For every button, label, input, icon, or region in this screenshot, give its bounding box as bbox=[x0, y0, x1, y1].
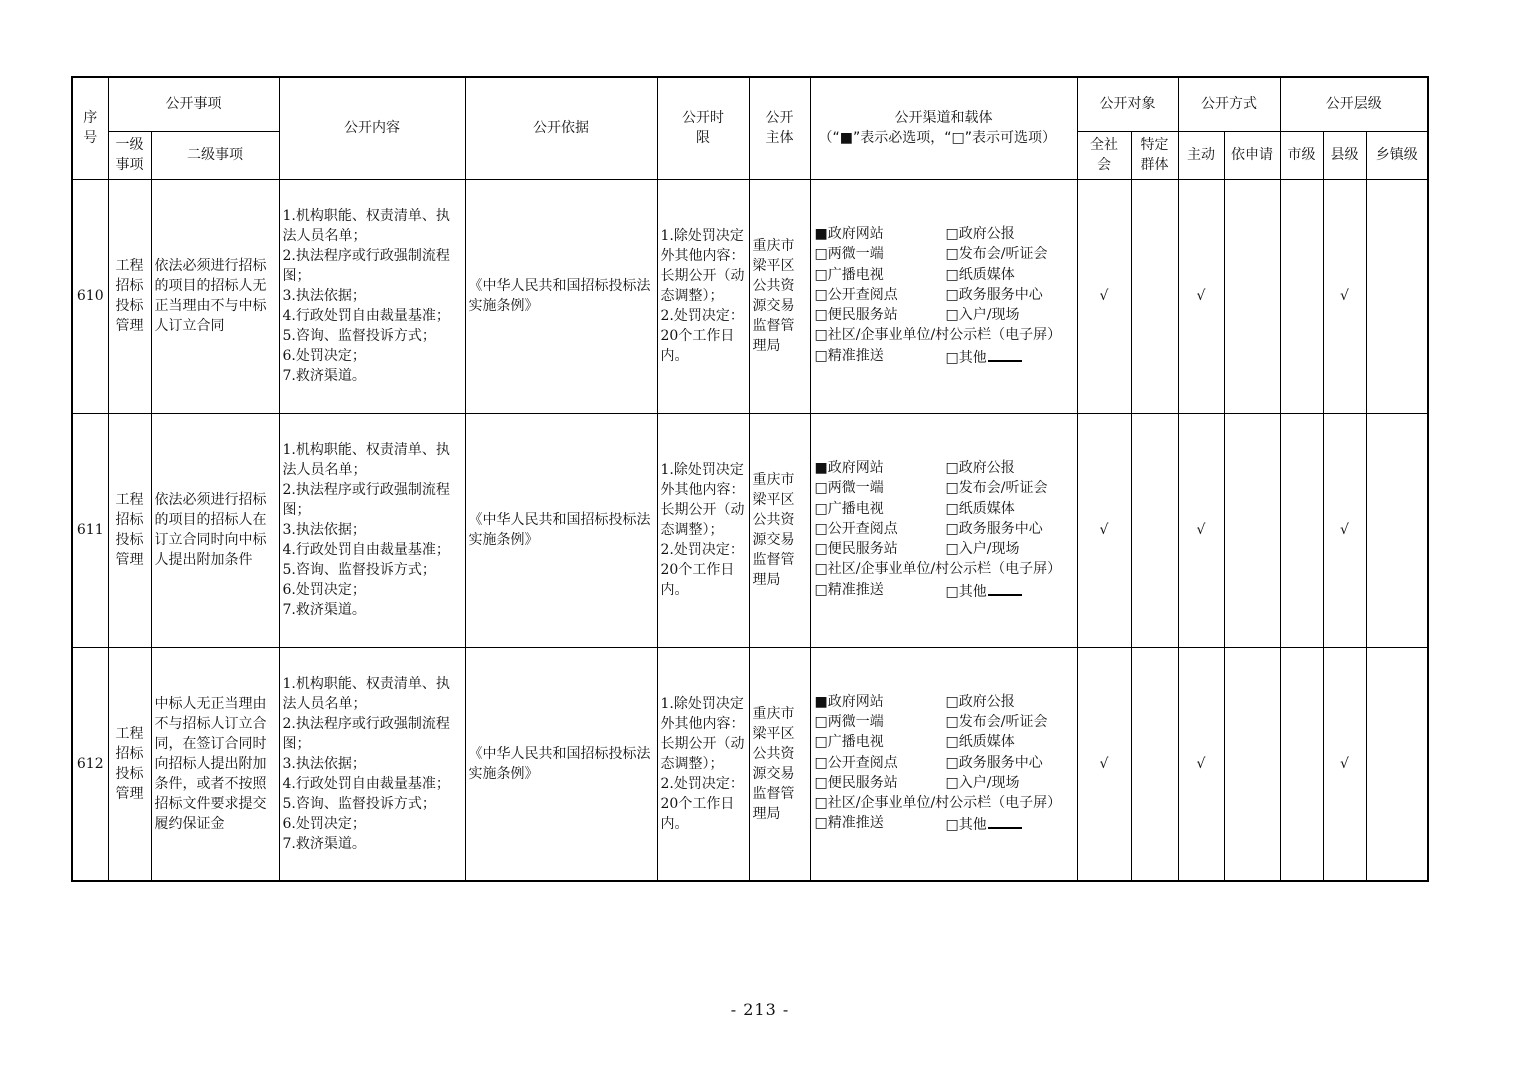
row-target-all: √ bbox=[1077, 413, 1131, 647]
header-method: 公开方式 bbox=[1178, 77, 1280, 131]
list-item: 4.行政处罚自由裁量基准； bbox=[282, 542, 450, 558]
row-target-specific bbox=[1131, 647, 1178, 881]
row-level2-item: 依法必须进行招标的项目的招标人无正当理由不与中标人订立合同 bbox=[151, 179, 279, 413]
list-item: 2.执法程序或行政强制流程图； bbox=[282, 482, 450, 518]
channel-service-station: □便民服务站 bbox=[814, 774, 898, 791]
row-content bbox=[279, 179, 465, 413]
list-item: 1.机构职能、权责清单、执法人员名单； bbox=[282, 208, 450, 244]
channel-tv: □广播电视 bbox=[814, 266, 884, 283]
channel-service-center: □政务服务中心 bbox=[945, 286, 1043, 303]
channel-push: □精准推送 bbox=[814, 581, 884, 598]
channel-community: □社区/企事业单位/村公示栏（电子屏） bbox=[814, 795, 1062, 812]
list-item: 2.执法程序或行政强制流程图； bbox=[282, 248, 450, 284]
list-item: 7.救济渠道。 bbox=[282, 368, 366, 384]
header-level-town: 乡镇级 bbox=[1366, 131, 1428, 179]
row-time-limit bbox=[657, 647, 749, 881]
channel-service-center: □政务服务中心 bbox=[945, 754, 1043, 771]
channel-other: □其他 bbox=[946, 346, 1075, 368]
list-item: 6.处罚决定； bbox=[282, 348, 366, 364]
header-method-active: 主动 bbox=[1178, 131, 1224, 179]
list-item: 4.行政处罚自由裁量基准； bbox=[282, 308, 450, 324]
row-time-limit bbox=[657, 413, 749, 647]
row-target-all: √ bbox=[1077, 179, 1131, 413]
row-level-town bbox=[1366, 179, 1428, 413]
channel-gov-bulletin: □政府公报 bbox=[945, 459, 1015, 476]
row-basis: 《中华人民共和国招标投标法实施条例》 bbox=[465, 179, 657, 413]
row-channels bbox=[810, 413, 1077, 647]
header-target-all: 全社会 bbox=[1077, 131, 1131, 179]
list-item: 6.处罚决定； bbox=[282, 815, 366, 832]
row-level2-item: 中标人无正当理由不与招标人订立合同，在签订合同时向招标人提出附加条件，或者不按照招标文件要求提交履约保证金 bbox=[151, 647, 279, 881]
header-target-specific: 特定群体 bbox=[1131, 131, 1178, 179]
channel-press: □发布会/听证会 bbox=[945, 480, 1048, 497]
channel-weibo-wechat: □两微一端 bbox=[814, 480, 884, 497]
row-channels bbox=[810, 647, 1077, 881]
channel-reading-point: □公开查阅点 bbox=[814, 520, 898, 537]
row-level1-item: 工程招标投标管理 bbox=[108, 413, 151, 647]
channel-visit: □入户/现场 bbox=[945, 774, 1020, 791]
list-item: 5.咨询、监督投诉方式； bbox=[282, 795, 436, 812]
channel-service-station: □便民服务站 bbox=[814, 307, 898, 324]
row-level1-item: 工程招标投标管理 bbox=[108, 179, 151, 413]
channel-gov-bulletin: □政府公报 bbox=[945, 693, 1015, 710]
row-level-county: √ bbox=[1323, 647, 1366, 881]
row-level-city bbox=[1280, 413, 1323, 647]
row-content bbox=[279, 647, 465, 881]
header-method-apply: 依申请 bbox=[1224, 131, 1280, 179]
channel-visit: □入户/现场 bbox=[945, 307, 1020, 324]
table-row bbox=[72, 179, 1428, 413]
list-item: 1.机构职能、权责清单、执法人员名单； bbox=[282, 442, 450, 478]
list-item: 7.救济渠道。 bbox=[282, 835, 366, 852]
header-content: 公开内容 bbox=[279, 77, 465, 179]
header-channels-title: 公开渠道和载体 bbox=[894, 110, 993, 127]
list-item: 5.咨询、监督投诉方式； bbox=[282, 328, 436, 344]
list-item: 3.执法依据； bbox=[282, 755, 366, 772]
row-method-apply bbox=[1224, 179, 1280, 413]
list-item: 7.救济渠道。 bbox=[282, 602, 366, 618]
header-level-city: 市级 bbox=[1280, 131, 1323, 179]
channel-push: □精准推送 bbox=[814, 347, 884, 364]
header-row-1 bbox=[72, 77, 1428, 131]
header-channels-note: （“■”表示必选项，“□”表示可选项） bbox=[818, 130, 1056, 147]
fill-in-blank bbox=[988, 580, 1022, 596]
row-method-active: √ bbox=[1178, 647, 1224, 881]
table-row bbox=[72, 413, 1428, 647]
row-level-city bbox=[1280, 179, 1323, 413]
channel-other: □其他 bbox=[946, 580, 1075, 602]
row-seq: 610 bbox=[72, 179, 108, 413]
list-item: 1.除处罚决定外其他内容：长期公开（动态调整）； bbox=[660, 695, 745, 772]
channel-gov-bulletin: □政府公报 bbox=[945, 225, 1015, 242]
row-level-town bbox=[1366, 413, 1428, 647]
list-item: 3.执法依据； bbox=[282, 288, 366, 304]
header-items: 公开事项 bbox=[108, 77, 279, 131]
channel-paper: □纸质媒体 bbox=[945, 266, 1015, 283]
row-level-city bbox=[1280, 647, 1323, 881]
list-item: 2.处罚决定：20个工作日内。 bbox=[660, 308, 744, 364]
list-item: 1.除处罚决定外其他内容：长期公开（动态调整）； bbox=[660, 462, 745, 538]
header-level-county: 县级 bbox=[1323, 131, 1366, 179]
disclosure-table bbox=[71, 76, 1429, 882]
fill-in-blank bbox=[988, 346, 1022, 362]
page-number: - 213 - bbox=[730, 1000, 790, 1019]
channel-weibo-wechat: □两微一端 bbox=[814, 714, 884, 730]
channel-reading-point: □公开查阅点 bbox=[814, 286, 898, 303]
list-item: 6.处罚决定； bbox=[282, 582, 366, 598]
channel-community: □社区/企事业单位/村公示栏（电子屏） bbox=[814, 327, 1062, 344]
row-subject: 重庆市梁平区公共资源交易监督管理局 bbox=[749, 179, 810, 413]
list-item: 3.执法依据； bbox=[282, 522, 366, 538]
row-level-county: √ bbox=[1323, 179, 1366, 413]
list-item: 2.执法程序或行政强制流程图； bbox=[282, 715, 450, 752]
row-method-active: √ bbox=[1178, 413, 1224, 647]
channel-community: □社区/企事业单位/村公示栏（电子屏） bbox=[814, 561, 1062, 578]
fill-in-blank bbox=[988, 813, 1022, 829]
list-item: 5.咨询、监督投诉方式； bbox=[282, 562, 436, 578]
row-method-active: √ bbox=[1178, 179, 1224, 413]
channel-service-center: □政务服务中心 bbox=[945, 520, 1043, 537]
header-channels bbox=[810, 77, 1077, 179]
row-basis: 《中华人民共和国招标投标法实施条例》 bbox=[465, 647, 657, 881]
channel-push: □精准推送 bbox=[814, 815, 884, 832]
row-target-specific bbox=[1131, 179, 1178, 413]
header-level1: 一级事项 bbox=[108, 131, 151, 179]
row-target-specific bbox=[1131, 413, 1178, 647]
row-method-apply bbox=[1224, 413, 1280, 647]
row-content bbox=[279, 413, 465, 647]
channel-gov-site: ■政府网站 bbox=[814, 459, 884, 476]
row-time-limit bbox=[657, 179, 749, 413]
list-item: 2.处罚决定：20个工作日内。 bbox=[660, 542, 744, 598]
header-level2: 二级事项 bbox=[151, 131, 279, 179]
row-subject: 重庆市梁平区公共资源交易监督管理局 bbox=[749, 647, 810, 881]
list-item: 1.除处罚决定外其他内容：长期公开（动态调整）； bbox=[660, 228, 745, 304]
channel-other: □其他 bbox=[946, 813, 1075, 835]
list-item: 4.行政处罚自由裁量基准； bbox=[282, 775, 450, 792]
row-level1-item: 工程招标投标管理 bbox=[108, 647, 151, 881]
channel-tv: □广播电视 bbox=[814, 500, 884, 517]
channel-press: □发布会/听证会 bbox=[945, 246, 1048, 263]
channel-press: □发布会/听证会 bbox=[945, 714, 1048, 730]
table-row bbox=[72, 647, 1428, 881]
header-level: 公开层级 bbox=[1280, 77, 1428, 131]
header-target: 公开对象 bbox=[1077, 77, 1178, 131]
row-subject: 重庆市梁平区公共资源交易监督管理局 bbox=[749, 413, 810, 647]
list-item: 1.机构职能、权责清单、执法人员名单； bbox=[282, 675, 450, 712]
row-seq: 612 bbox=[72, 647, 108, 881]
row-channels bbox=[810, 179, 1077, 413]
header-basis: 公开依据 bbox=[465, 77, 657, 179]
channel-gov-site: ■政府网站 bbox=[814, 225, 884, 242]
channel-weibo-wechat: □两微一端 bbox=[814, 246, 884, 263]
channel-tv: □广播电视 bbox=[814, 734, 884, 751]
row-seq: 611 bbox=[72, 413, 108, 647]
list-item: 2.处罚决定：20个工作日内。 bbox=[660, 775, 744, 832]
channel-gov-site: ■政府网站 bbox=[814, 693, 884, 710]
row-level-county: √ bbox=[1323, 413, 1366, 647]
row-level-town bbox=[1366, 647, 1428, 881]
header-subject: 公开主体 bbox=[749, 77, 810, 179]
header-seq: 序号 bbox=[72, 77, 108, 179]
channel-service-station: □便民服务站 bbox=[814, 541, 898, 558]
row-target-all: √ bbox=[1077, 647, 1131, 881]
channel-reading-point: □公开查阅点 bbox=[814, 754, 898, 771]
channel-visit: □入户/现场 bbox=[945, 541, 1020, 558]
channel-paper: □纸质媒体 bbox=[945, 500, 1015, 517]
row-basis: 《中华人民共和国招标投标法实施条例》 bbox=[465, 413, 657, 647]
channel-paper: □纸质媒体 bbox=[945, 734, 1015, 751]
row-level2-item: 依法必须进行招标的项目的招标人在订立合同时向中标人提出附加条件 bbox=[151, 413, 279, 647]
header-time-limit: 公开时限 bbox=[657, 77, 749, 179]
row-method-apply bbox=[1224, 647, 1280, 881]
